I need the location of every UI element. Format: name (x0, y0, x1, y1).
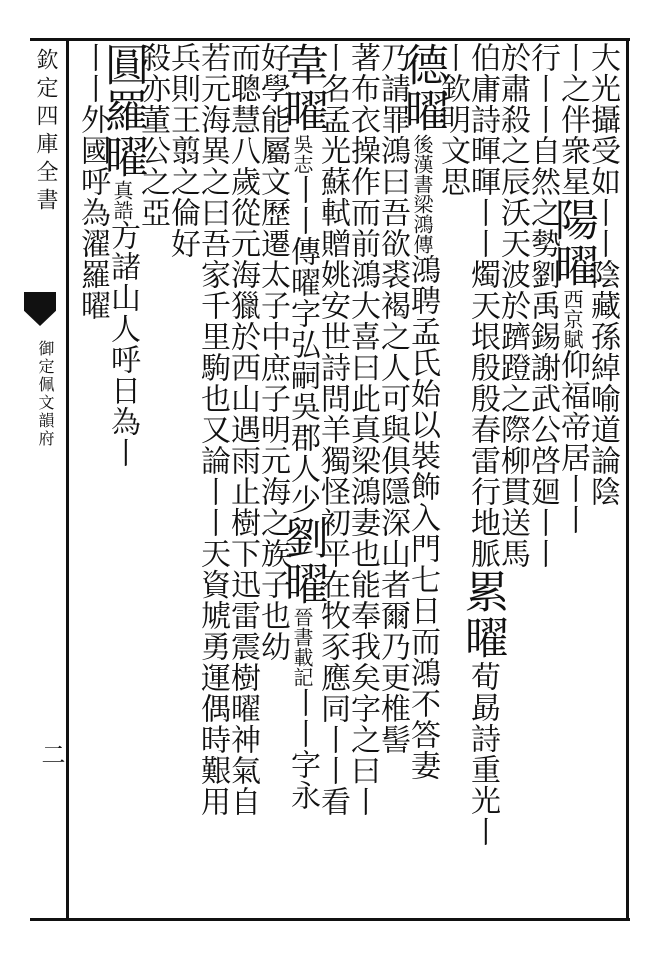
column-text: 方諸山人呼日為丨 (105, 220, 140, 468)
text-column (97, 42, 148, 468)
text-column (525, 42, 559, 569)
text-column (255, 42, 289, 662)
column-text: 丨之伴衆星 (555, 42, 590, 197)
column-text: 兵則王翦之倫好 (165, 42, 200, 259)
column-text: 行丨丨自然之勢劉禹錫謝武公啓廻丨丨 (525, 42, 560, 569)
headword: 韋曜 (277, 42, 328, 134)
source-note: 晉書載記 (290, 607, 314, 687)
source-note: 西京賦 (560, 289, 584, 349)
text-column (165, 42, 199, 259)
text-column (375, 42, 409, 755)
column-text: 丨欽明文思 (435, 42, 470, 197)
column-text: 於肅殺之辰沃天波於躋蹬之際柳貫送馬 (495, 42, 530, 569)
column-text: 著布衣操作而前鴻大喜曰此真梁鴻妻也能奉我矣字之曰丨 (345, 42, 380, 817)
volume-title: 御定佩文韻府 (36, 340, 55, 448)
column-text: 好學能屬文歷遷太子中庶子 (255, 42, 290, 414)
column-text: 丨丨傳曜字弘嗣吳郡人少 (285, 174, 320, 515)
column-text: 乃請罪鴻曰吾欲裘褐之人可與俱隱深山者爾乃更椎髻 (375, 42, 410, 755)
column-text: 若元海異之曰吾家千里駒也又論丨丨天資虓勇運偶時艱用 (195, 42, 230, 817)
text-column (547, 42, 598, 535)
text-column (75, 42, 109, 321)
column-text: 殺亦董公之亞 (135, 42, 170, 228)
headword: 圓羅曜 (97, 42, 148, 180)
source-note: 後漢書梁鴻傳 (410, 134, 434, 254)
column-text: 大光攝受如丨丨陰藏孫綽喻道論陰 (585, 42, 620, 507)
source-note: 吳志 (290, 134, 314, 174)
column-text: 丨丨外國呼為濯羅曜 (75, 42, 110, 321)
text-column (277, 42, 328, 811)
column-text: 而聰慧八歲從元海獵於西山遇雨止樹下迅雷震樹曜神氣自 (225, 42, 260, 817)
text-column (225, 42, 259, 817)
column-text: 仰福帝居丨丨 (555, 349, 590, 535)
column-text: 丨名孟光蘇軾贈姚安世詩問羊獨怪初平在牧豕應同丨丨看 (315, 42, 350, 817)
fish-tail-mark-icon (24, 292, 56, 326)
headword: 陽曜 (547, 197, 598, 289)
right-border (626, 40, 629, 920)
top-border (30, 38, 630, 41)
headword: 德曜 (397, 42, 448, 134)
page-number: 二 (37, 742, 65, 766)
column-text: 鴻聘孟氏始以裝飾入門七日而鴻不答妻 (405, 254, 440, 781)
column-text: 明元海之族子也幼 (255, 414, 290, 662)
column-text: 伯庸詩暉暉丨丨燭天垠殷殷春雷行地脈 (465, 42, 500, 569)
left-border (66, 40, 69, 920)
book-title: 欽定四庫全書 (33, 48, 58, 216)
column-text: 丨丨字永 (285, 687, 320, 811)
text-column (315, 42, 349, 817)
source-note: 真誥 (110, 180, 134, 220)
text-column (457, 42, 508, 847)
column-text: 荀勗詩重光丨 (465, 661, 500, 847)
text-column (195, 42, 229, 817)
text-column (345, 42, 379, 817)
headword: 累曜 (457, 569, 508, 661)
text-column (495, 42, 529, 569)
headword: 劉曜 (277, 515, 328, 607)
text-column (397, 42, 448, 781)
bottom-border (30, 918, 630, 921)
